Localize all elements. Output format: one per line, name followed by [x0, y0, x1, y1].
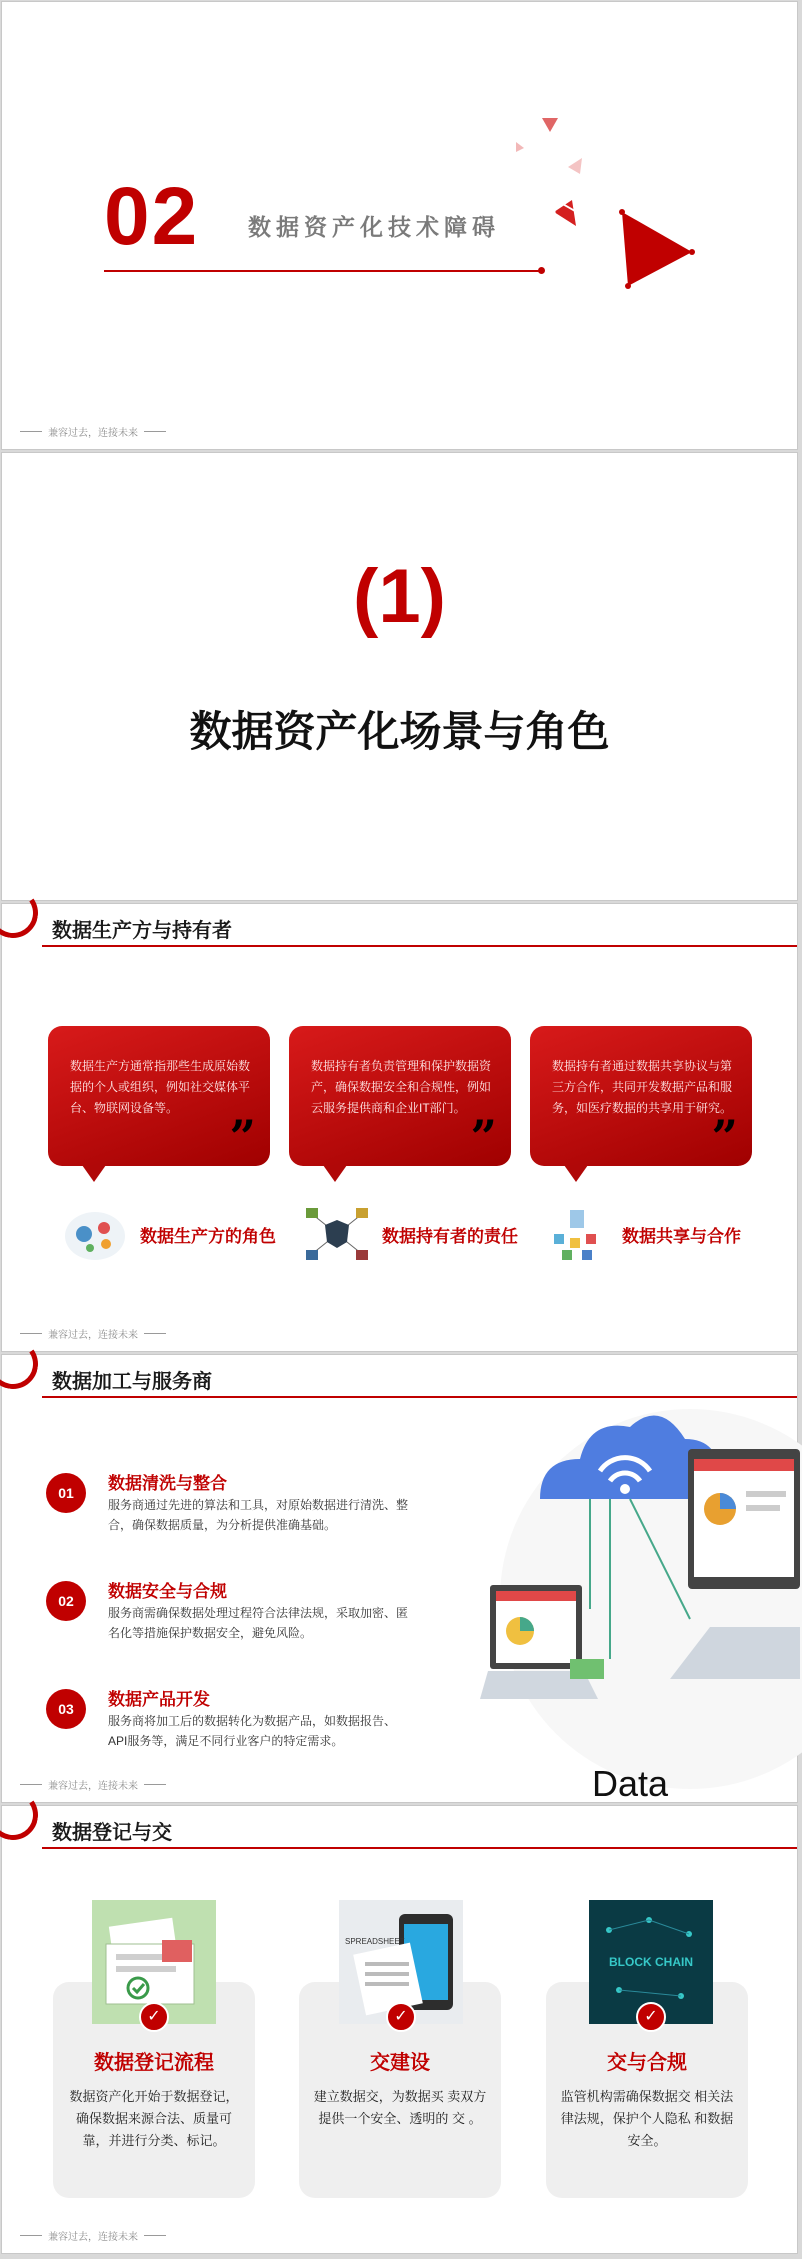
- card-title: 交建设: [370, 2052, 430, 2074]
- footer: [20, 1326, 166, 1341]
- card-description: 建立数据交，为数据买 卖双方提供一个安全、透明的 交 。: [313, 2089, 487, 2126]
- header-rule: [42, 1847, 797, 1849]
- role-item: [542, 1204, 741, 1264]
- footer-text: 兼容过去，连接未来: [48, 428, 138, 439]
- item-title: 数据产品开发: [108, 1690, 210, 1709]
- role-label: 数据共享与合作: [622, 1226, 741, 1246]
- shield-network-icon: [302, 1204, 372, 1264]
- slide-producers-holders: [1, 903, 798, 1352]
- slide-processors-services: [1, 1354, 798, 1803]
- data-analytics-illustration: [480, 1359, 800, 1779]
- image-caption: Data: [592, 1763, 669, 1804]
- bubble-tail: [323, 1165, 347, 1182]
- item-description: 服务商需确保数据处理过程符合法律法规，采取加密、匿名化等措施保护数据安全，避免风险。: [108, 1606, 409, 1640]
- bubble-text: 数据持有者通过数据共享协议与第三方合作，共同开发数据产品和服务，如医疗数据的共享用于研究。: [552, 1059, 733, 1115]
- sharing-cubes-icon: [542, 1204, 612, 1264]
- title-underline: [104, 270, 544, 272]
- footer: [20, 2228, 166, 2243]
- item-number-badge: 03: [46, 1689, 86, 1729]
- item-number-badge: 02: [46, 1581, 86, 1621]
- slide-header: [2, 1806, 797, 1850]
- slide-title: 数据加工与服务商: [52, 1371, 212, 1393]
- slide-header: [2, 904, 797, 948]
- data-network-icon: [60, 1204, 130, 1264]
- info-bubble: [48, 1026, 270, 1166]
- quote-mark-icon: ”: [470, 1110, 497, 1164]
- footer: [20, 424, 166, 439]
- slide-registration-exchange: [1, 1805, 798, 2254]
- subsection-title: 数据资产化场景与角色: [189, 708, 610, 755]
- footer-text: 兼容过去，连接未来: [48, 2232, 138, 2243]
- quote-mark-icon: ”: [711, 1110, 738, 1164]
- item-title: 数据安全与合规: [108, 1582, 227, 1601]
- info-bubble: [530, 1026, 752, 1166]
- header-rule: [42, 945, 797, 947]
- card-description: 监管机构需确保数据交 相关法律法规，保护个人隐私 和数据安全。: [560, 2089, 734, 2148]
- item-title: 数据清洗与整合: [108, 1474, 227, 1493]
- role-label: 数据生产方的角色: [140, 1226, 276, 1246]
- checkmark-icon: ✓: [386, 2002, 416, 2032]
- role-item: [302, 1204, 518, 1264]
- bubble-text: 数据持有者负责管理和保护数据资产，确保数据安全和合规性，例如云服务提供商和企业IT部门。: [311, 1059, 492, 1115]
- info-bubble: [289, 1026, 511, 1166]
- blockchain-label: BLOCK CHAIN: [609, 1955, 693, 1969]
- item-number-badge: 01: [46, 1473, 86, 1513]
- card-title: 数据登记流程: [94, 2052, 214, 2074]
- checkmark-icon: ✓: [636, 2002, 666, 2032]
- slide-subsection-title: [1, 452, 798, 901]
- item-description: 服务商将加工后的数据转化为数据产品，如数据报告、API服务等，满足不同行业客户的特定需求。: [108, 1714, 397, 1748]
- slide-title: 数据生产方与持有者: [52, 920, 232, 942]
- card-title: 交与合规: [607, 2052, 687, 2074]
- footer: [20, 1777, 166, 1792]
- quote-mark-icon: ”: [229, 1110, 256, 1164]
- footer-text: 兼容过去，连接未来: [48, 1330, 138, 1341]
- bubble-tail: [564, 1165, 588, 1182]
- item-description: 服务商通过先进的算法和工具，对原始数据进行清洗、整合，确保数据质量，为分析提供准确基础。: [108, 1498, 409, 1532]
- underline-dot: [538, 267, 545, 274]
- subsection-number: (1): [353, 554, 446, 639]
- footer-text: 兼容过去，连接未来: [48, 1781, 138, 1792]
- bubble-text: 数据生产方通常指那些生成原始数据的个人或组织，例如社交媒体平台、物联网设备等。: [70, 1059, 251, 1115]
- slide-section-title: [1, 1, 798, 450]
- slide-title: 数据登记与交: [52, 1822, 172, 1844]
- checkmark-icon: ✓: [139, 2002, 169, 2032]
- role-item: [60, 1204, 276, 1264]
- section-title: 数据资产化技术障碍: [248, 214, 500, 240]
- spreadsheet-label: SPREADSHEET: [345, 1937, 405, 1946]
- card-description: 数据资产化开始于数据登记，确保数据来源合法、质量可靠，并进行分类、标记。: [69, 2089, 239, 2148]
- bubble-tail: [82, 1165, 106, 1182]
- section-number: 02: [104, 171, 200, 262]
- role-label: 数据持有者的责任: [382, 1226, 518, 1246]
